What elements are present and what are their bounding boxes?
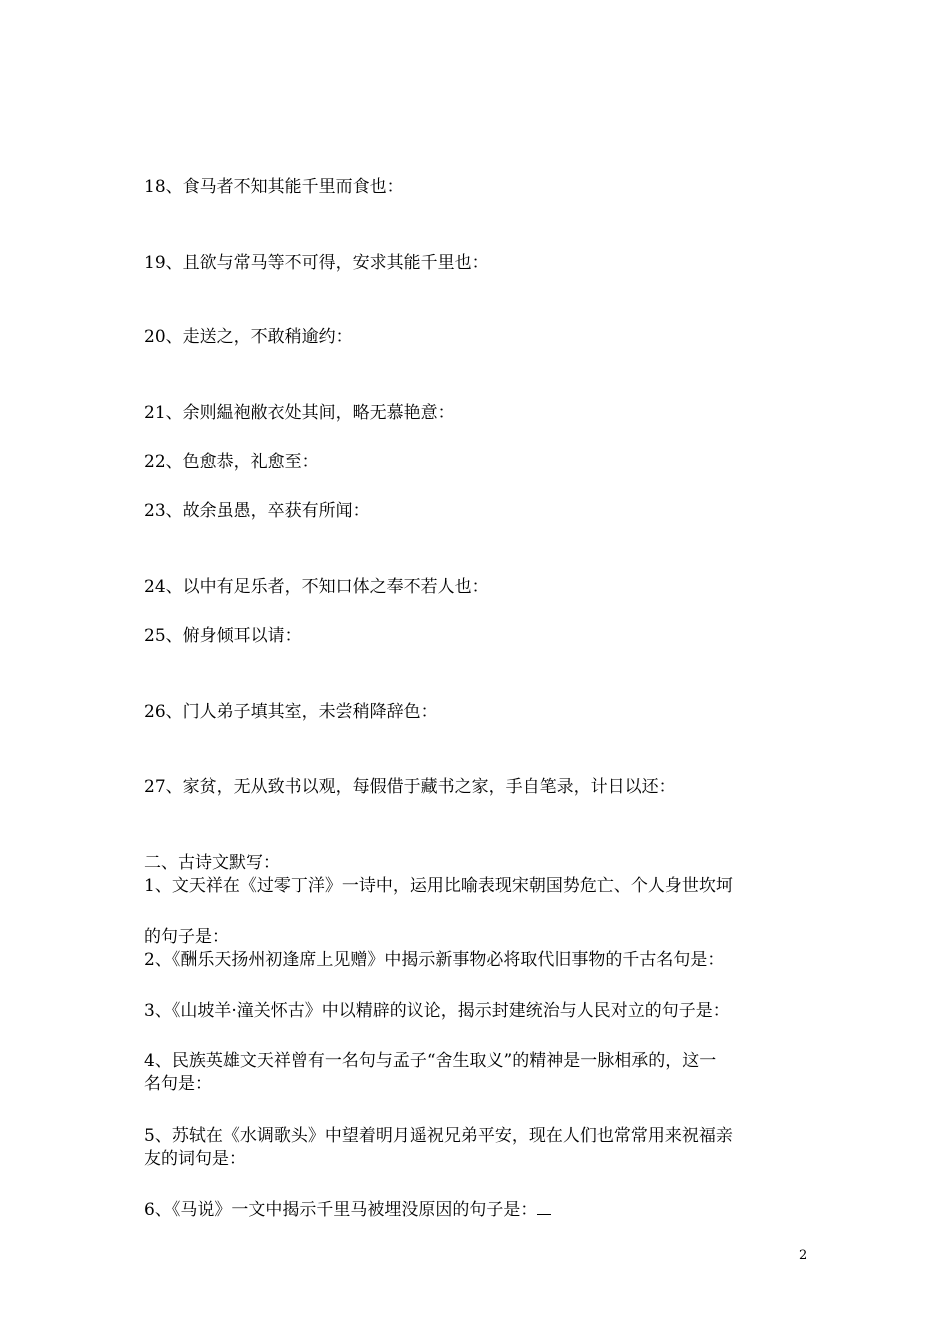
item-20: 20、走送之，不敢稍逾约： bbox=[144, 327, 353, 347]
question-3: 3、《山坡羊·潼关怀古》中以精辟的议论，揭示封建统治与人民对立的句子是： bbox=[144, 1001, 730, 1021]
item-18: 18、食马者不知其能千里而食也： bbox=[144, 177, 404, 197]
item-26: 26、门人弟子填其室，未尝稍降辞色： bbox=[144, 702, 438, 722]
question-5-line-1: 5、苏轼在《水调歌头》中望着明月遥祝兄弟平安，现在人们也常常用来祝福亲 bbox=[144, 1126, 733, 1146]
question-6-text: 6、《马说》一文中揭示千里马被埋没原因的句子是： bbox=[144, 1200, 538, 1220]
item-27: 27、家贫，无从致书以观，每假借于藏书之家，手自笔录，计日以还： bbox=[144, 777, 676, 797]
page-number: 2 bbox=[799, 1248, 808, 1263]
question-2: 2、《酬乐天扬州初逢席上见赠》中揭示新事物必将取代旧事物的千古名句是： bbox=[144, 950, 725, 970]
item-23: 23、故余虽愚，卒获有所闻： bbox=[144, 501, 370, 521]
answer-blank bbox=[537, 1213, 551, 1215]
question-4-line-2: 名句是： bbox=[144, 1074, 212, 1094]
question-1-line-2: 的句子是： bbox=[144, 927, 229, 947]
item-22: 22、色愈恭，礼愈至： bbox=[144, 452, 319, 472]
item-19: 19、且欲与常马等不可得，安求其能千里也： bbox=[144, 253, 489, 273]
question-1-line-1: 1、文天祥在《过零丁洋》一诗中，运用比喻表现宋朝国势危亡、个人身世坎坷 bbox=[144, 876, 733, 896]
question-4-line-1: 4、民族英雄文天祥曾有一名句与孟子“舍生取义”的精神是一脉相承的，这一 bbox=[144, 1051, 717, 1071]
question-5-line-2: 友的词句是： bbox=[144, 1149, 246, 1169]
item-24: 24、以中有足乐者，不知口体之奉不若人也： bbox=[144, 577, 489, 597]
item-25: 25、俯身倾耳以请： bbox=[144, 626, 302, 646]
question-6 bbox=[144, 1199, 551, 1221]
item-21: 21、余则緼袍敝衣处其间，略无慕艳意： bbox=[144, 403, 455, 423]
section-heading: 二、古诗文默写： bbox=[144, 853, 280, 873]
